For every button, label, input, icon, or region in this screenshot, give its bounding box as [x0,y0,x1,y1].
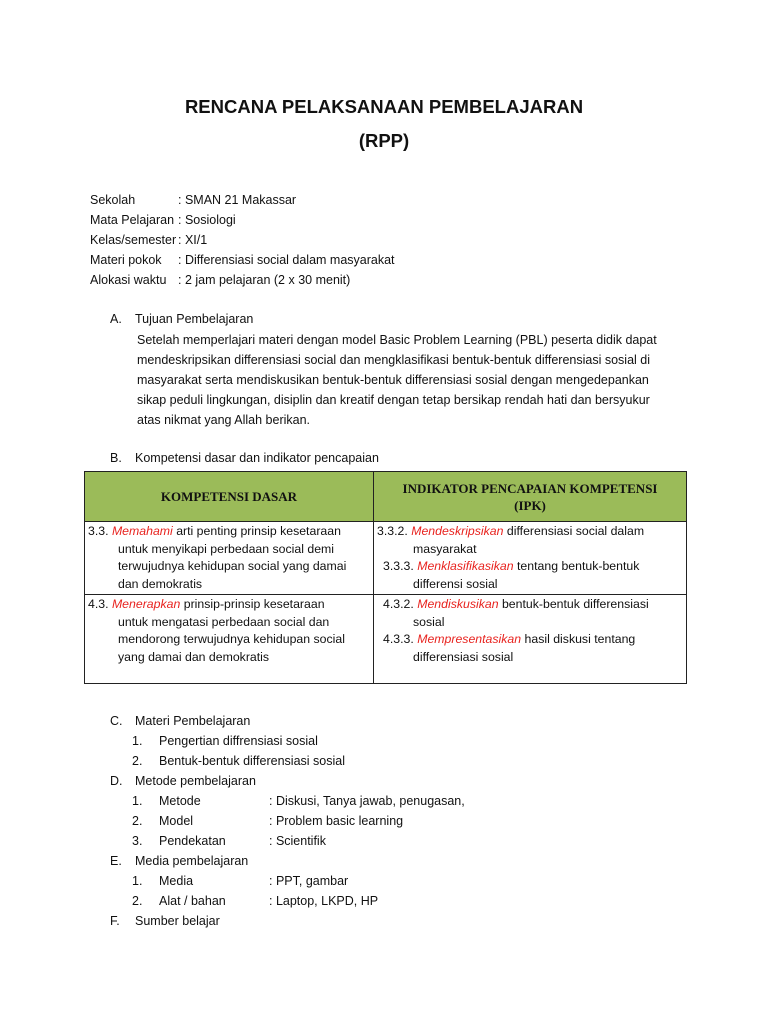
list-item: 2. Model : Problem basic learning [132,814,404,828]
paragraph-line: Setelah memperlajari materi dengan model Basic Problem Learning (PBL) peserta didik dapat [137,333,657,347]
kd-cell [85,522,374,595]
paragraph-line: sikap peduli lingkungan, disiplin dan kreatif dengan tetap bersikap rendah hati dan bersyukur [137,393,650,407]
info-value: : SMAN 21 Makassar [178,193,297,207]
section-title: Sumber belajar [135,914,220,928]
list-item: 2. Bentuk-bentuk differensiasi sosial [132,754,345,768]
ipk-verb: Mendiskusikan [417,597,499,611]
ipk-cell [374,522,687,595]
competency-table [84,471,687,684]
kd-entry: 4.3. Menerapkan prinsip-prinsip kesetaraan untuk mengatasi perbedaan social dan mendorong terwujudnya kehidupan social yang damai dan demokratis [88,597,345,664]
table-row [85,522,687,595]
section-title: Tujuan Pembelajaran [135,312,254,326]
paragraph-line: atas nikmat yang Allah berikan. [137,413,311,427]
header-kompetensi-dasar: KOMPETENSI DASAR [85,472,374,522]
info-value: : Sosiologi [178,213,236,227]
kd-cell [85,595,374,684]
kd-verb: Menerapkan [111,597,181,611]
info-row-kelas [90,230,207,250]
info-row-materi-pokok [90,250,395,270]
info-label: Alokasi waktu [90,273,167,287]
table-row [85,595,687,684]
list-item: 1. Media : PPT, gambar [132,874,349,888]
ipk-entry: 3.3.2. Mendeskripsikan differensiasi social dalam masyarakat [377,524,645,556]
ipk-verb: Mempresentasikan [417,632,522,646]
kd-entry: 3.3. Memahami arti penting prinsip kesetaraan untuk menyikapi perbedaan social demi terwujudnya kehidupan social yang damai dan demokratis [88,524,347,591]
section-title: Kompetensi dasar dan indikator pencapaian [135,451,379,465]
ipk-verb: Menklasifikasikan [417,559,514,573]
info-value: : 2 jam pelajaran (2 x 30 menit) [178,273,351,287]
section-d-heading [110,771,256,791]
section-letter: B. [110,451,122,465]
table-header-row [85,472,687,522]
ipk-cell [374,595,687,684]
paragraph-line: mendeskripsikan differensiasi social dan mengklasifikasi bentuk-bentuk differensiasi sosial di [137,353,651,367]
tujuan-paragraph [137,330,657,430]
section-letter: C. [110,714,123,728]
section-letter: A. [110,312,122,326]
section-letter: D. [110,774,123,788]
kd-verb: Memahami [111,524,173,538]
list-item: 2. Alat / bahan : Laptop, LKPD, HP [132,894,379,908]
section-title: Metode pembelajaran [135,774,256,788]
section-c-heading [110,711,250,731]
ipk-entry: 4.3.2. Mendiskusikan bentuk-bentuk differensiasi sosial [383,597,649,629]
list-item: 3. Pendekatan : Scientifik [132,834,326,848]
info-value: : Differensiasi social dalam masyarakat [178,253,395,267]
section-e-heading [110,851,248,871]
section-title: Media pembelajaran [135,854,249,868]
paragraph-line: masyarakat serta mendiskusikan bentuk-bentuk differensiasi sosial dengan mengedepankan [137,373,649,387]
ipk-entry: 3.3.3. Menklasifikasikan tentang bentuk-bentuk differensi sosial [383,559,640,591]
section-letter: F. [110,914,120,928]
info-value: : XI/1 [178,233,208,247]
section-b-heading [110,448,379,468]
info-row-sekolah [90,190,296,210]
section-letter: E. [110,854,122,868]
info-row-alokasi-waktu [90,270,350,290]
info-label: Sekolah [90,193,136,207]
list-item: 1. Metode : Diskusi, Tanya jawab, penugasan, [132,794,465,808]
document-subtitle: (RPP) [358,130,410,151]
info-label: Materi pokok [90,253,162,267]
info-row-mata-pelajaran [90,210,236,230]
info-label: Kelas/semester [90,233,177,247]
section-a-heading [110,309,253,329]
header-indikator: INDIKATOR PENCAPAIAN KOMPETENSI (IPK) [374,472,687,522]
section-f-heading [110,911,220,931]
ipk-entry: 4.3.3. Mempresentasikan hasil diskusi tentang differensiasi sosial [383,632,636,664]
document-title: RENCANA PELAKSANAAN PEMBELAJARAN [184,96,584,117]
section-title: Materi Pembelajaran [135,714,251,728]
list-item: 1. Pengertian diffrensiasi sosial [132,734,318,748]
ipk-verb: Mendeskripsikan [411,524,504,538]
info-label: Mata Pelajaran [90,213,175,227]
